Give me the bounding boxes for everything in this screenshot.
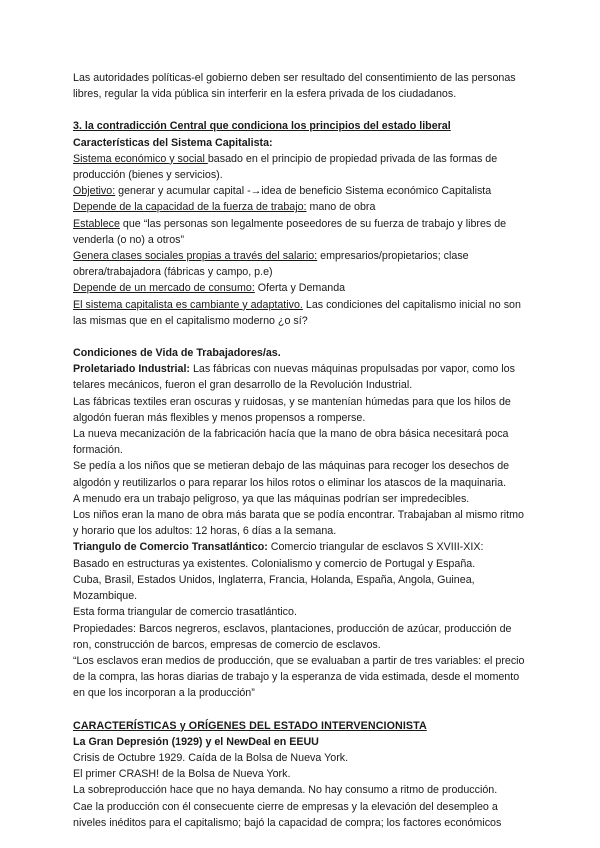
conditions-paragraph: A menudo era un trabajo peligroso, ya que las máquinas podrían ser impredecibles.	[73, 492, 470, 505]
item-text: mano de obra	[306, 201, 376, 214]
conditions-paragraph: Cuba, Brasil, Estados Unidos, Inglaterra, Francia, Holanda, España, Angola, Guinea, Mozambique.	[73, 573, 475, 603]
capitalism-item	[73, 280, 525, 296]
item-text: generar y acumular capital -→idea de beneficio Sistema económico Capitalista	[115, 185, 492, 198]
triangulo-paragraph	[73, 539, 525, 555]
conditions-heading: Condiciones de Vida de Trabajadores/as.	[73, 347, 281, 360]
document-page	[73, 70, 525, 831]
capitalism-item	[73, 216, 525, 248]
interventionist-heading: CARACTERÍSTICAS y ORÍGENES DEL ESTADO INTERVENCIONISTA	[73, 719, 427, 732]
conditions-quote: “Los esclavos eran medios de producción, que se evaluaban a partir de tres variables: el precio de la compra, las horas diarias de trabajo y la esperanza de vida estimada, desde el momento en que los incorporan a la producción”	[73, 654, 525, 700]
depression-subheading: La Gran Depresión (1929) y el NewDeal en EEUU	[73, 735, 319, 748]
triangulo-text: Comercio triangular de esclavos S XVIII-XIX:	[267, 541, 484, 554]
capitalism-subheading: Características del Sistema Capitalista:	[73, 136, 273, 149]
capitalism-item	[73, 183, 525, 199]
interventionist-paragraph: Crisis de Octubre 1929. Caída de la Bolsa de Nueva York.	[73, 751, 349, 764]
item-label: El sistema capitalista es cambiante y adaptativo.	[73, 298, 303, 311]
conditions-paragraph: Las fábricas textiles eran oscuras y ruidosas, y se mantenían húmedas para que los hilos de algodón fueran más flexibles y menos propensos a romperse.	[73, 395, 511, 424]
spacer	[73, 329, 525, 345]
conditions-paragraph: Los niños eran la mano de obra más barata que se podía encontrar. Trabajaban al mismo ritmo y horario que los adultos: 12 horas, 6 días a la semana.	[73, 509, 524, 538]
interventionist-paragraph: El primer CRASH! de la Bolsa de Nueva York.	[73, 768, 291, 781]
interventionist-paragraph: Cae la producción con él consecuente cierre de empresas y la elevación del desempleo a niveles inéditos para el capitalismo; bajó la capacidad de compra; los factores económicos	[73, 800, 502, 829]
intro-paragraph: Las autoridades políticas-el gobierno deben ser resultado del consentimiento de las personas libres, regular la vida pública sin interferir en la esfera privada de los ciudadanos.	[73, 72, 516, 101]
conditions-paragraph: Propiedades: Barcos negreros, esclavos, plantaciones, producción de azúcar, producción de ron, construcción de barcos, empresas de comercio de esclavos.	[73, 622, 512, 651]
interventionist-paragraph: La sobreproducción hace que no haya demanda. No hay consumo a ritmo de producción.	[73, 784, 498, 797]
item-label: Depende de un mercado de consumo:	[73, 282, 255, 295]
triangulo-label: Triangulo de Comercio Transatlántico:	[73, 541, 268, 554]
conditions-paragraph: Esta forma triangular de comercio trasatlántico.	[73, 606, 297, 619]
item-text: Oferta y Demanda	[254, 282, 346, 295]
item-text: Las condiciones del capitalismo inicial no son las mismas que en el capitalismo moderno ¿o sí?	[73, 298, 521, 327]
capitalism-item	[73, 199, 525, 215]
conditions-paragraph: Se pedía a los niños que se metieran debajo de las máquinas para recoger los desechos de algodón y reutilizarlos o para reparar los hilos rotos o eliminar los atascos de la maquinaria.	[73, 460, 510, 489]
item-text: que “las personas son legalmente poseedores de su fuerza de trabajo y libres de venderla (o no) a otros”	[73, 217, 507, 246]
proletariado-paragraph	[73, 361, 525, 393]
capitalism-item	[73, 151, 525, 183]
item-label: Depende de la capacidad de la fuerza de trabajo:	[73, 201, 307, 214]
proletariado-label: Proletariado Industrial:	[73, 363, 190, 376]
capitalism-item	[73, 248, 525, 280]
conditions-paragraph: Basado en estructuras ya existentes. Colonialismo y comercio de Portugal y España.	[73, 557, 476, 570]
item-label: Objetivo:	[73, 185, 116, 198]
conditions-paragraph: La nueva mecanización de la fabricación hacía que la mano de obra básica necesitará poca formación.	[73, 428, 509, 457]
capitalism-item	[73, 297, 525, 329]
spacer	[73, 102, 525, 118]
item-label: Establece	[73, 217, 120, 230]
item-text: basado en el principio de propiedad privada de las formas de producción (bienes y servicios).	[73, 152, 498, 182]
section-3-heading: 3. la contradicción Central que condiciona los principios del estado liberal	[73, 120, 451, 133]
spacer	[73, 702, 525, 718]
item-label: Genera clases sociales propias a través del salario:	[73, 250, 318, 263]
proletariado-text: Las fábricas con nuevas máquinas propulsadas por vapor, como los telares mecánicos, fueron el gran desarrollo de la Revolución Industrial.	[73, 363, 515, 392]
item-label: Sistema económico y social	[73, 152, 208, 165]
item-text: empresarios/propietarios; clase obrera/trabajadora (fábricas y campo, p.e)	[73, 250, 469, 279]
